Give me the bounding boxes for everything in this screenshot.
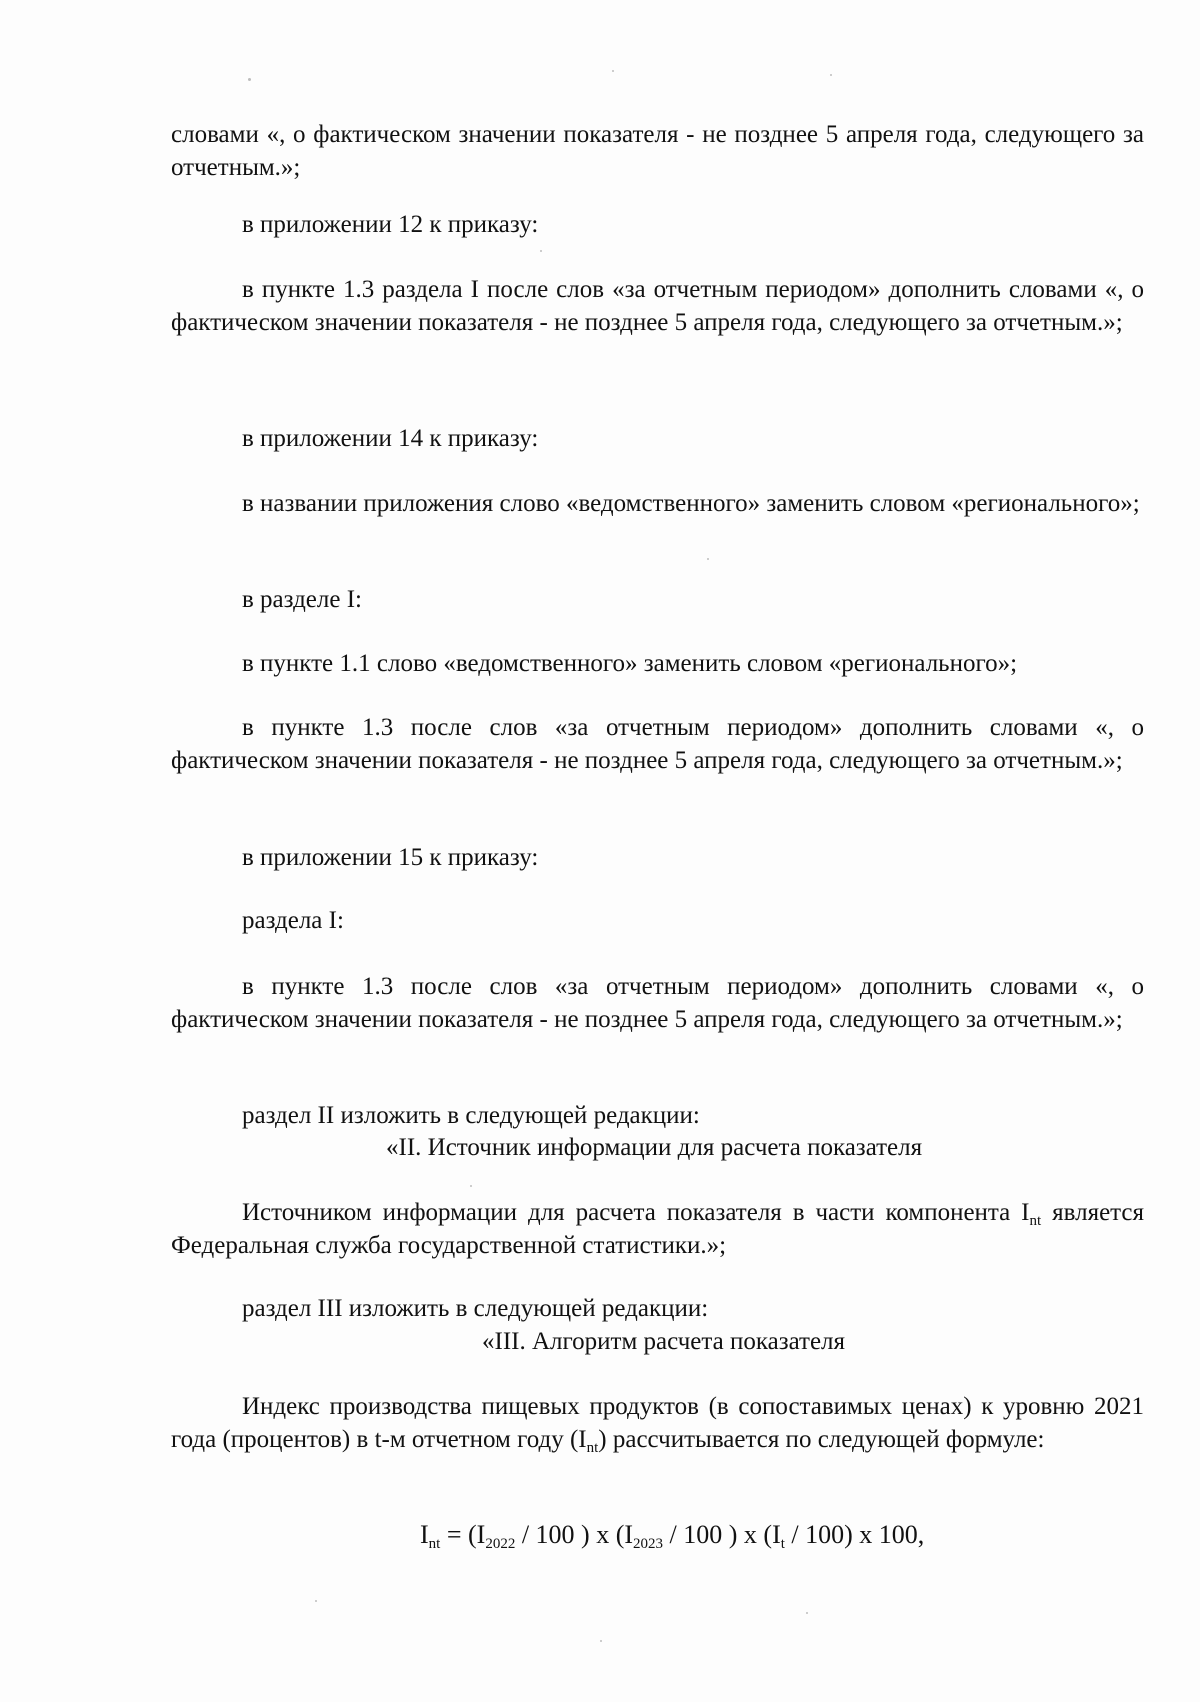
scan-speck [315, 1600, 317, 1602]
formula-subscript-2022: 2022 [485, 1536, 516, 1552]
paragraph-item-1-1: в пункте 1.1 слово «ведомственного» заменить словом «регионального»; [242, 650, 1018, 677]
scan-speck [470, 1185, 472, 1187]
paragraph-appendix-14-title: в названии приложения слово «ведомственного» заменить словом «регионального»; [242, 490, 1140, 517]
formula [420, 1518, 924, 1552]
paragraph-appendix-12-item: в пункте 1.3 раздела I после слов «за отчетным периодом» дополнить словами «, о фактическом значении показателя - не позднее 5 апреля года, следующего за отчетным.»; [171, 276, 1144, 336]
paragraph-appendix-15: в приложении 15 к приказу: [242, 844, 539, 871]
formula-lhs: I [420, 1520, 429, 1549]
paragraph-section-1: в разделе I: [242, 586, 362, 613]
paragraph-section-1-b: раздела I: [242, 907, 344, 934]
paragraph-info-source [171, 1196, 1144, 1262]
formula-part-3: / 100 ) x (I [663, 1520, 781, 1549]
index-description-text-1: Индекс производства пищевых продуктов (в сопоставимых ценах) к уровню 2021 года (процентов) в t-м отчетном году (I [171, 1393, 1144, 1453]
scan-speck [248, 78, 251, 81]
index-description-subscript: nt [586, 1440, 599, 1456]
info-source-subscript: nt [1029, 1213, 1042, 1229]
info-source-text-1: Источником информации для расчета показателя в части компонента I [242, 1199, 1030, 1226]
index-description-text-2: ) рассчитывается по следующей формуле: [598, 1426, 1045, 1453]
paragraph-continuation: словами «, о фактическом значении показателя - не позднее 5 апреля года, следующего за отчетным.»; [171, 121, 1144, 181]
paragraph-appendix-12: в приложении 12 к приказу: [242, 211, 539, 238]
scan-speck [707, 558, 709, 560]
formula-equals: = (I [440, 1520, 486, 1549]
section-2-heading: «II. Источник информации для расчета показателя [386, 1134, 923, 1161]
formula-lhs-subscript: nt [428, 1536, 441, 1552]
section-3-heading: «III. Алгоритм расчета показателя [482, 1328, 846, 1355]
scan-speck [806, 1612, 808, 1614]
paragraph-appendix-14: в приложении 14 к приказу: [242, 425, 539, 452]
formula-subscript-2023: 2023 [633, 1536, 664, 1552]
info-source-text-2: является Федеральная служба государственной статистики.»; [171, 1199, 1144, 1259]
formula-subscript-t: t [780, 1536, 785, 1552]
paragraph-section-2-intro: раздел II изложить в следующей редакции: [242, 1102, 700, 1129]
scan-speck [612, 70, 614, 72]
paragraph-index-description [171, 1390, 1144, 1456]
formula-part-4: / 100) x 100, [784, 1520, 925, 1549]
paragraph-section-3-intro: раздел III изложить в следующей редакции: [242, 1295, 709, 1322]
paragraph-item-1-3: в пункте 1.3 после слов «за отчетным периодом» дополнить словами «, о фактическом значении показателя - не позднее 5 апреля года, следующего за отчетным.»; [171, 714, 1144, 774]
scan-speck [830, 74, 832, 76]
scan-speck [600, 1640, 602, 1642]
formula-part-2: / 100 ) x (I [515, 1520, 634, 1549]
paragraph-item-1-3-b: в пункте 1.3 после слов «за отчетным периодом» дополнить словами «, о фактическом значении показателя - не позднее 5 апреля года, следующего за отчетным.»; [171, 973, 1144, 1033]
scan-speck [540, 250, 542, 252]
